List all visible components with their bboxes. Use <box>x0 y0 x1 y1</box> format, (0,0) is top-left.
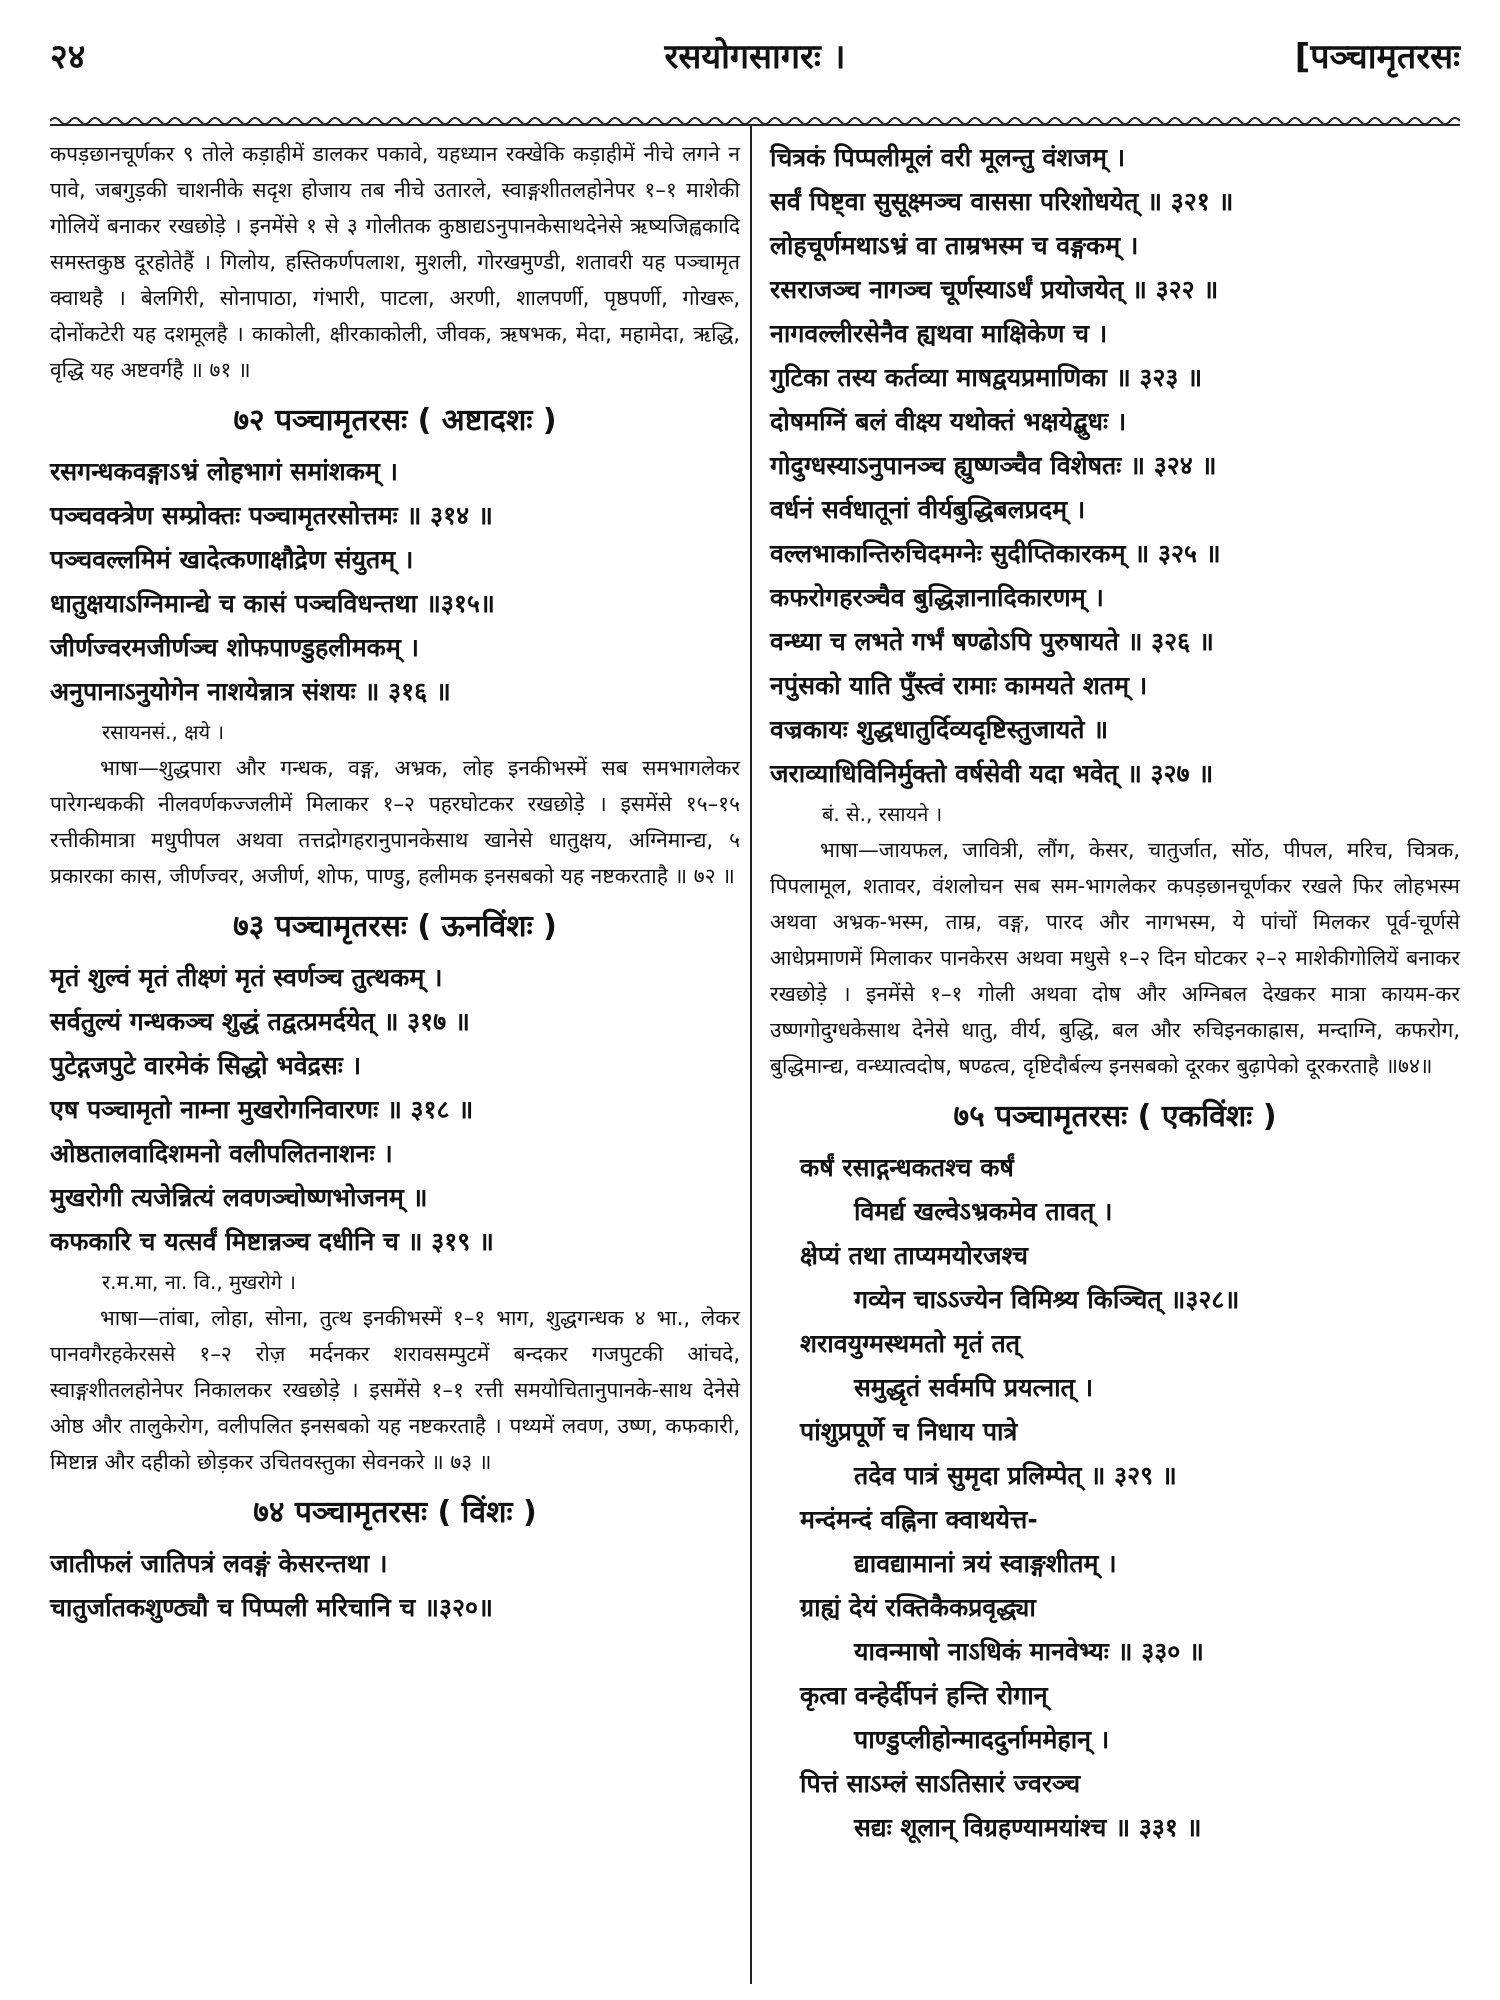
source-reference: रसायनसं., क्षये । <box>102 720 225 744</box>
verse-line: वज्रकायः शुद्धधातुर्दिव्यदृष्टिस्तुजायते ॥ <box>770 715 1109 744</box>
header-wavy-rule <box>50 112 1460 126</box>
running-section-title: [पञ्चामृतरसः <box>1294 37 1460 77</box>
verse-line: चातुर्जातकशुण्ठ्यौ च पिप्पली मरिचानि च ॥३२०॥ <box>50 1593 493 1622</box>
verse-line: जातीफलं जातिपत्रं लवङ्गं केसरन्तथा । <box>50 1549 388 1578</box>
verse-line: पांशुप्रपूर्णे च निधाय पात्रे <box>800 1417 1018 1446</box>
verse-line: सर्वं पिष्ट्वा सुसूक्ष्मञ्च वाससा परिशोधयेत् ॥ ३२१ ॥ <box>770 187 1234 216</box>
verse-line: कर्षं रसाद्गन्धकतश्च कर्षं <box>800 1153 1014 1182</box>
verse-line: सर्वतुल्यं गन्धकञ्च शुद्धं तद्वत्प्रमर्दयेत् ॥ ३१७ ॥ <box>50 1007 470 1036</box>
verse-line: लोहचूर्णमथाऽभ्रं वा ताम्रभस्म च वङ्गकम् । <box>770 231 1139 260</box>
page-number: २४ <box>50 37 86 77</box>
verse-line: चित्रकं पिप्पलीमूलं वरी मूलन्तु वंशजम् । <box>770 143 1126 172</box>
bhasha-commentary: भाषा—शुद्धपारा और गन्धक, वङ्ग, अभ्रक, लोह इनकीभस्में सब समभागलेकर पारेगन्धककी नीलवर्णकज्जलीमें मिलाकर १–२ पहरघोटकर रखछोड़े । इसमेंसे १५–१५ रत्तीकीमात्रा मधुपीपल अथवा तत्तद्रोगहरानुपानकेसाथ खानेसे धातुक्षय, अग्निमान्द्य, ५ प्रकारका कास, जीर्णज्वर, अजीर्ण, शोफ, पाण्डु, हलीमक इनसबको यह नष्टकरताहै ॥ ७२ ॥ <box>50 756 740 888</box>
verse-line: जीर्णज्वरमजीर्णञ्च शोफपाण्डुहलीमकम् । <box>50 633 419 662</box>
recipe-heading-75: ७५ पञ्चामृतरसः ( एकविंशः ) <box>953 1099 1277 1134</box>
verse-line: कफरोगहरञ्चैव बुद्धिज्ञानादिकारणम् । <box>770 583 1104 612</box>
right-column <box>770 136 1460 1850</box>
verse-line: शरावयुग्मस्थमतो मृतं तत् <box>800 1329 1021 1358</box>
recipe-heading-74: ७४ पञ्चामृतरसः ( विंशः ) <box>253 1495 537 1530</box>
verse-line: गव्येन चाऽऽज्येन विमिश्र्य किञ्चित् ॥३२८॥ <box>854 1285 1240 1314</box>
verse-line: वर्धनं सर्वधातूनां वीर्यबुद्धिबलप्रदम् । <box>770 495 1086 524</box>
verse-line: रसगन्धकवङ्गाऽभ्रं लोहभागं समांशकम् । <box>50 457 399 486</box>
verse-line: ग्राह्यं देयं रक्तिकैकप्रवृद्ध्या <box>800 1593 1036 1622</box>
source-reference: र.म.मा, ना. वि., मुखरोगे । <box>102 1270 296 1294</box>
verse-line: अनुपानाऽनुयोगेन नाशयेन्नात्र संशयः ॥ ३१६ ॥ <box>50 677 451 706</box>
verse-line: पञ्चवक्त्रेण सम्प्रोक्तः पञ्चामृतरसोत्तमः ॥ ३१४ ॥ <box>50 501 493 530</box>
verse-line: सद्यः शूलान् विग्रहण्यामयांश्च ॥ ३३१ ॥ <box>854 1813 1202 1842</box>
verse-line: यावन्माषो नाऽधिकं मानवेभ्यः ॥ ३३० ॥ <box>854 1637 1204 1666</box>
verse-line: मन्दंमन्दं वह्निना क्वाथयेत्त- <box>800 1505 1038 1534</box>
verse-line: नागवल्लीरसेनैव ह्यथवा माक्षिकेण च । <box>770 319 1108 348</box>
verse-line: गोदुग्धस्याऽनुपानञ्च ह्युष्णञ्चैव विशेषतः ॥ ३२४ ॥ <box>770 451 1217 480</box>
verse-line: पुटेद्गजपुटे वारमेकं सिद्धो भवेद्रसः । <box>50 1051 362 1080</box>
source-reference: बं. से., रसायने । <box>822 802 943 826</box>
verse-line: रसराजञ्च नागञ्च चूर्णस्याऽर्धं प्रयोजयेत् ॥ ३२२ ॥ <box>770 275 1219 304</box>
verse-line: कफकारि च यत्सर्वं मिष्टान्नञ्च दधीनि च ॥ ३१९ ॥ <box>50 1227 494 1256</box>
verse-line: पाण्डुप्लीहोन्माददुर्नाममेहान् । <box>854 1725 1110 1754</box>
verse-line: ओष्ठतालवादिशमनो वलीपलितनाशनः । <box>50 1139 393 1168</box>
verse-line: पित्तं साऽम्लं साऽतिसारं ज्वरञ्च <box>800 1769 1081 1798</box>
verse-line: जराव्याधिविनिर्मुक्तो वर्षसेवी यदा भवेत् ॥ ३२७ ॥ <box>770 759 1214 788</box>
verse-line: कृत्वा वन्हेर्दीपनं हन्ति रोगान् <box>800 1681 1048 1710</box>
recipe-heading-73: ७३ पञ्चामृतरसः ( ऊनविंशः ) <box>233 909 557 944</box>
verse-line: मुखरोगी त्यजेन्नित्यं लवणञ्चोष्णभोजनम् ॥ <box>50 1183 428 1212</box>
column-divider <box>750 124 752 1984</box>
verse-line: द्यावद्यामानां त्रयं स्वाङ्गशीतम् । <box>854 1549 1117 1578</box>
page-header <box>50 18 1460 88</box>
left-column <box>50 136 740 1630</box>
bhasha-commentary: भाषा—जायफल, जावित्री, लौंग, केसर, चातुर्जात, सोंठ, पीपल, मरिच, चित्रक, पिपलामूल, शतावर, वंशलोचन सब सम-भागलेकर कपड़छानचूर्णकर रखले फिर लोहभस्म अथवा अभ्रक-भस्म, ताम्र, वङ्ग, पारद और नागभस्म, ये पांचों मिलकर पूर्व-चूर्णसे आधेप्रमाणमें मिलाकर पानकेरस अथवा मधुसे १–२ दिन घोटकर २–२ माशेकीगोलियें बनाकर रखछोड़े । इनमेंसे १–१ गोली अथवा दोष और अग्निबल देखकर मात्रा कायम-कर उष्णगोदुग्धकेसाथ देनेसे धातु, वीर्य, बुद्धि, बल और रुचिइनकाह्रास, मन्दाग्नि, कफरोग, बुद्धिमान्द्य, वन्ध्यात्वदोष, षण्ढत्व, दृष्टिदौर्बल्य इनसबको दूरकर बुढ़ापेको दूरकरताहै ॥७४॥ <box>770 838 1460 1078</box>
verse-line: तदेव पात्रं सुमृदा प्रलिम्पेत् ॥ ३२९ ॥ <box>854 1461 1177 1490</box>
verse-line: विमर्द्य खल्वेऽभ्रकमेव तावत् । <box>854 1197 1113 1226</box>
verse-line: पञ्चवल्लमिमं खादेत्कणाक्षौद्रेण संयुतम् । <box>50 545 414 574</box>
verse-line: धातुक्षयाऽग्निमान्द्ये च कासं पञ्चविधन्तथा ॥३१५॥ <box>50 589 495 618</box>
verse-line: मृतं शुल्वं मृतं तीक्ष्णं मृतं स्वर्णञ्च तुत्थकम् । <box>50 963 443 992</box>
recipe-heading-72: ७२ पञ्चामृतरसः ( अष्टादशः ) <box>233 403 557 438</box>
verse-line: एष पञ्चामृतो नाम्ना मुखरोगनिवारणः ॥ ३१८ ॥ <box>50 1095 474 1124</box>
verse-line: नपुंसको याति पुँस्त्वं रामाः कामयते शतम् । <box>770 671 1148 700</box>
continued-commentary: कपड़छानचूर्णकर ९ तोले कड़ाहीमें डालकर पकावे, यहध्यान रक्खेकि कड़ाहीमें नीचे लगने न पावे, जबगुड़की चाशनीके सदृश होजाय तब नीचे उतारले, स्वाङ्गशीतलहोनेपर १–१ माशेकी गोलियें बनाकर रखछोड़े । इनमेंसे १ से ३ गोलीतक कुष्ठाद्यऽनुपानकेसाथदेनेसे ऋष्यजिह्वकादि समस्तकुष्ठ दूरहोतेहैं । गिलोय, हस्तिकर्णपलाश, मुशली, गोरखमुण्डी, शतावरी यह पञ्चामृत क्वाथहै । बेलगिरी, सोनापाठा, गंभारी, पाटला, अरणी, शालपर्णी, पृष्ठपर्णी, गोखरू, दोनोंकटेरी यह दशमूलहै । काकोली, क्षीरकाकोली, जीवक, ऋषभक, मेदा, महामेदा, ऋद्धि, वृद्धि यह अष्टवर्गहै ॥ ७१ ॥ <box>50 142 740 382</box>
verse-line: दोषमग्निं बलं वीक्ष्य यथोक्तं भक्षयेद्बुधः । <box>770 407 1127 436</box>
verse-line: समुद्धृतं सर्वमपि प्रयत्नात् । <box>854 1373 1094 1402</box>
book-title: रसयोगसागरः । <box>664 37 846 77</box>
verse-line: वन्ध्या च लभते गर्भं षण्ढोऽपि पुरुषायते ॥ ३२६ ॥ <box>770 627 1214 656</box>
verse-line: क्षेप्यं तथा ताप्यमयोरजश्च <box>800 1241 1029 1270</box>
bhasha-commentary: भाषा—तांबा, लोहा, सोना, तुत्थ इनकीभस्में १–१ भाग, शुद्धगन्धक ४ भा., लेकर पानवगैरहकेरससे १–२ रोज़ मर्दनकर शरावसम्पुटमें बन्दकर गजपुटकी आंचदे, स्वाङ्गशीतलहोनेपर निकालकर रखछोड़े । इसमेंसे १–१ रत्ती समयोचितानुपानके-साथ देनेसे ओष्ठ और तालुकेरोग, वलीपलित इनसबको यह नष्टकरताहै । पथ्यमें लवण, उष्ण, कफकारी, मिष्टान्न और दहीको छोड़कर उचितवस्तुका सेवनकरे ॥ ७३ ॥ <box>50 1306 740 1474</box>
verse-line: वल्लभाकान्तिरुचिदमग्नेः सुदीप्तिकारकम् ॥ ३२५ ॥ <box>770 539 1221 568</box>
verse-line: गुटिका तस्य कर्तव्या माषद्वयप्रमाणिका ॥ ३२३ ॥ <box>770 363 1203 392</box>
